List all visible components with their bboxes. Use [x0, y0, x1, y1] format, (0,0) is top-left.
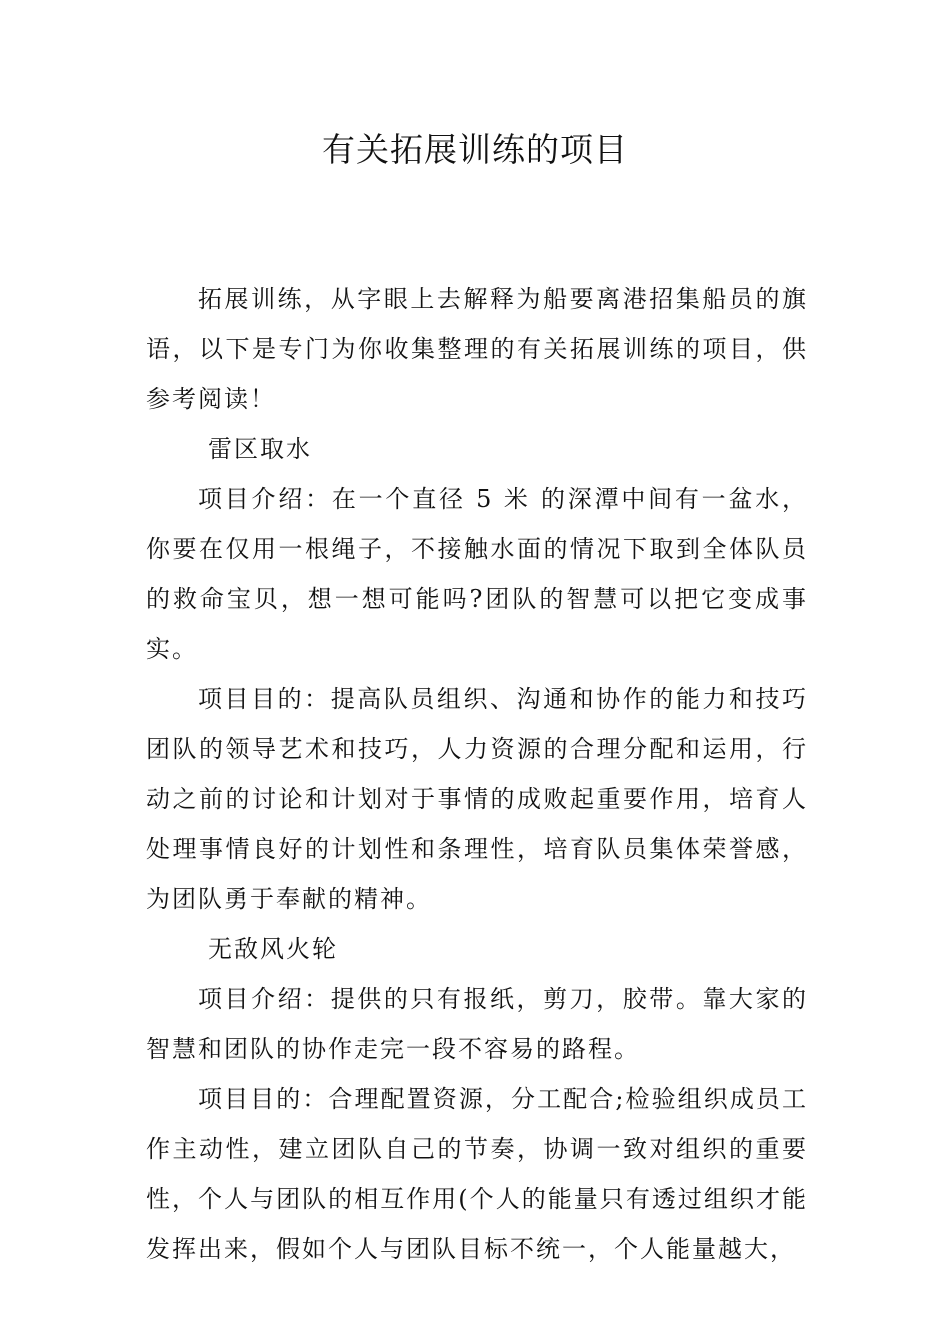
- section-intro-leiqu: 项目介绍：在一个直径 5 米 的深潭中间有一盆水，你要在仅用一根绳子，不接触水面的情况下取到全体队员的救命宝贝，想一想可能吗?团队的智慧可以把它变成事实。: [146, 485, 808, 663]
- document-body: [146, 274, 808, 1274]
- section-purpose-leiqu: 项目目的：提高队员组织、沟通和协作的能力和技巧团队的领导艺术和技巧，人力资源的合理分配和运用，行动之前的讨论和计划对于事情的成败起重要作用，培育人处理事情良好的计划性和条理性，培育队员集体荣誉感，为团队勇于奉献的精神。: [146, 685, 808, 913]
- section-purpose-fenghuolun: 项目目的：合理配置资源，分工配合;检验组织成员工作主动性，建立团队自己的节奏，协调一致对组织的重要性，个人与团队的相互作用(个人的能量只有透过组织才能发挥出来，假如个人与团队目标不统一，个人能量越大，: [146, 1085, 808, 1263]
- section-intro-fenghuolun: 项目介绍：提供的只有报纸，剪刀，胶带。靠大家的智慧和团队的协作走完一段不容易的路程。: [146, 985, 808, 1063]
- document-title: 有关拓展训练的项目: [322, 130, 628, 169]
- intro-paragraph: 拓展训练，从字眼上去解释为船要离港招集船员的旗语，以下是专门为你收集整理的有关拓展训练的项目，供参考阅读！: [146, 285, 808, 413]
- section-heading-fenghuolun: 无敌风火轮: [208, 935, 338, 963]
- section-heading-leiqu: 雷区取水: [208, 435, 312, 463]
